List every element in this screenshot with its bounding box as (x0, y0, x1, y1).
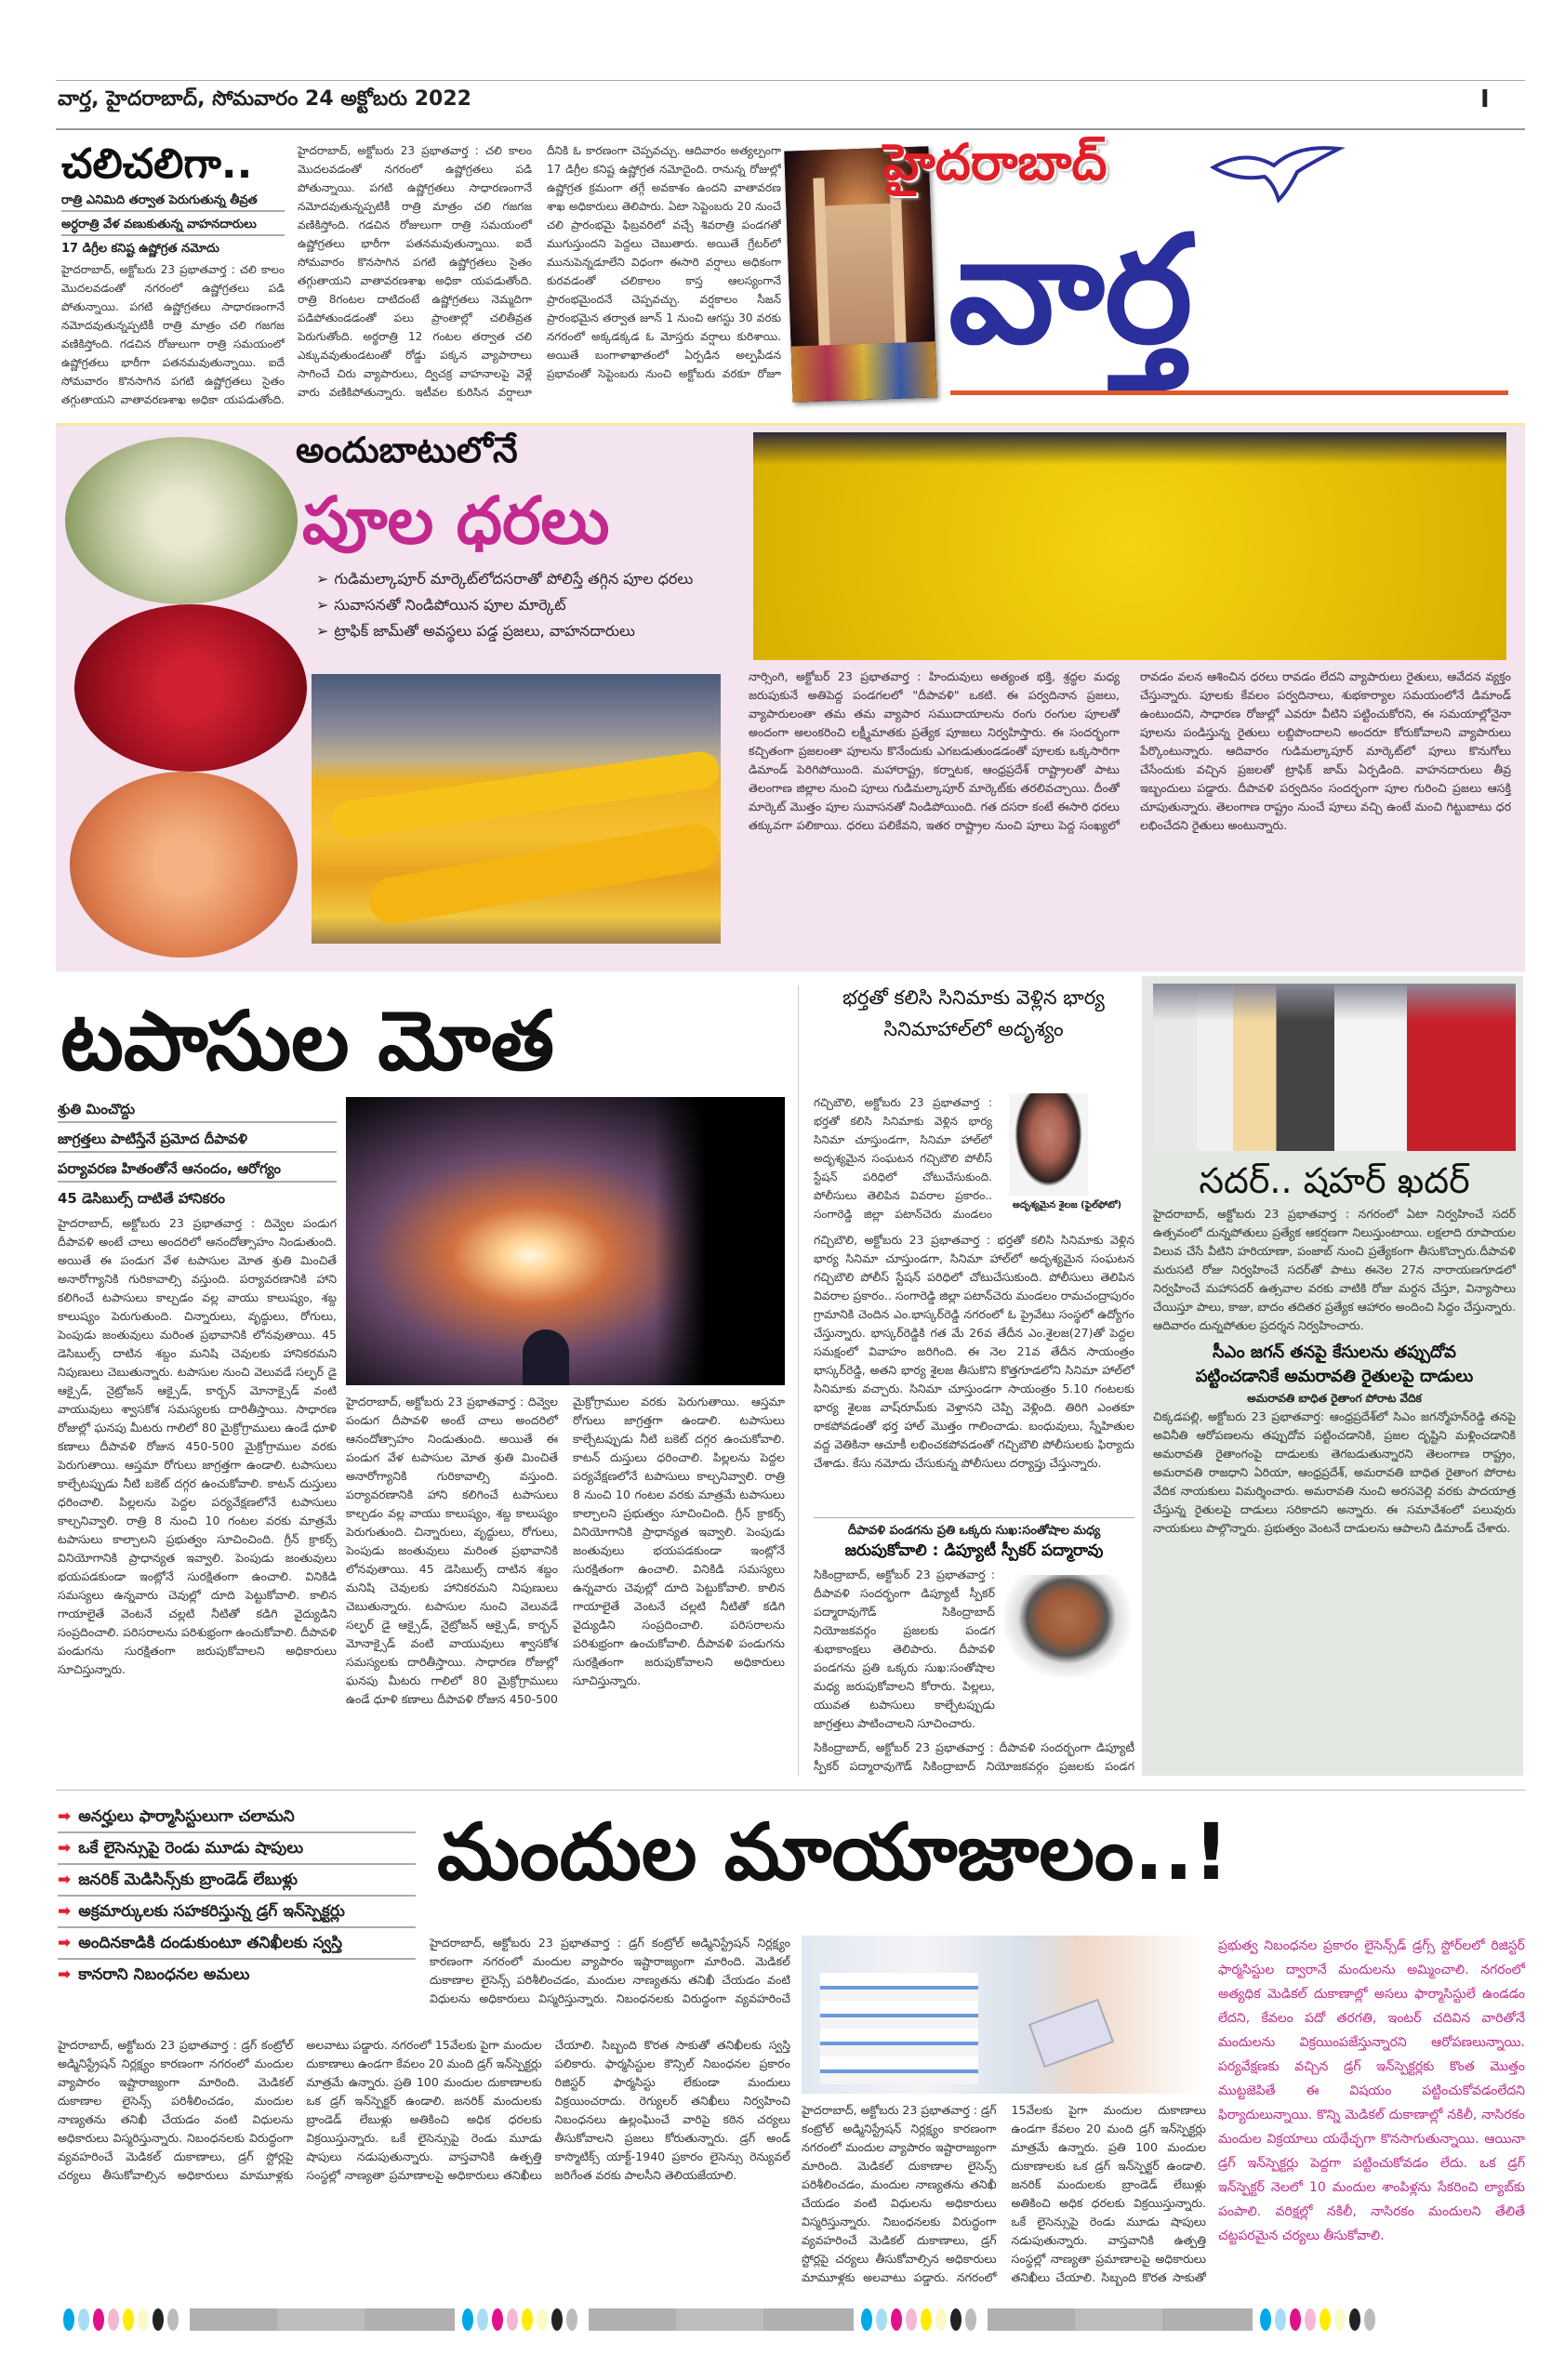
amaravati-kicker: అమరావతి బాధిత రైతాంగ పోరాట వేదిక (1247, 1392, 1422, 1405)
arrow-icon: ➡ (58, 1839, 72, 1858)
cinema-headline: భర్తతో కలిసి సినిమాకు వెళ్లిన భార్య సినిమాహాల్‌లో అదృశ్యం (842, 986, 1105, 1040)
medicine-bullet: ➡ అక్రమార్కులకు సహకరిస్తున్న డ్రగ్ ఇన్‌స్పెక్టర్లు (58, 1897, 416, 1928)
amaravati-headline-2: పట్టించడానికే అమరావతి రైతులపై దాడులు (1195, 1367, 1474, 1386)
padmarao-story (814, 1523, 1134, 1776)
flowers-bullet: ➢ ట్రాఫిక్ జామ్‌తో అవస్థలు పడ్డ ప్రజలు, వాహనదారులు (316, 622, 635, 640)
medicine-headline: మందుల మాయాజాలం..! (437, 1806, 1229, 1897)
medicine-bullet: ➡ అందినకాడికి దండుకుంటూ తనిఖీలకు స్వస్తి (58, 1928, 416, 1960)
cinema-body-top: గచ్చిబౌలి, అక్టోబరు 23 ప్రభాతవార్త : భర్తతో కలిసి సినిమాకు వెళ్లిన భార్య సినిమా చూస్తుండగా, సినిమా హాల్‌లో అదృశ్యమైన సంఘటన గచ్చిబౌలి పోలీస్ స్టేషన్ పరిధిలో చోటుచేసుకుంది. పోలీసులు తెలిపిన వివరాల ప్రకారం.. సంగారెడ్డి జిల్లా పటాన్‌చెరు మండలం (814, 1096, 992, 1221)
flowers-kicker: అందుబాటులోనే (296, 430, 518, 470)
marigold-orange-photo (70, 772, 298, 958)
padmarao-body: సికింద్రాబాద్, అక్టోబర్ 23 ప్రభాతవార్త : దీపావళి సందర్భంగా డిప్యూటీ స్పీకర్ పద్మారావుగౌడ్ సికింద్రాబాద్ నియోజకవర్గం ప్రజలకు పండగ శుభాకాంక్షలు తెలిపారు. దీపావళి పండగను ప్రతి ఒక్కరు సుఖ:సంతోషాల మధ్య జరుపుకోవాలని కోరారు. పిల్లలు, యువత టపాసులు కాల్చేటప్పుడు జాగ్రత్తలు పాటించాలని సూచించారు. (814, 1567, 995, 1730)
crackers-sub-2: జాగ్రత్తలు పాటిస్తేనే ప్రమోద దీపావళి (58, 1127, 337, 1153)
roses-photo (74, 604, 307, 772)
medicine-bullets (58, 1802, 416, 1990)
flowers-body: నార్సింగి, అక్టోబర్ 23 ప్రభాతవార్త : హిందువులు అత్యంత భక్తి, శ్రద్ధల మధ్య జరుపుకునే అతిపెద్ద పండగలలో "దీపావళి" ఒకటి. ఈ పర్వదినాన ప్రజలు, వ్యాపారులంతా తమ తమ వ్యాపార సముదాయాలను రంగు రంగుల పూలతో అందంగా అలంకరించి లక్ష్మీమాతకు ప్రత్యేక పూజలు నిర్వహిస్తారు. ఈ సందర్భంగా కచ్చితంగా ప్రజలంతా పూలను కొనేందుకు ఎగబడుతుండడంతో పూలకు ఒక్కసారిగా డిమాండ్ పెరిగిపోయింది. మహారాష్ట్ర, కర్నాటక, ఆంధ్రప్రదేశ్ రాష్ట్రాలతో పాటు తెలంగాణ జిల్లాల నుంచి పూలు గుడిమల్కాపూర్ మార్కెట్‌కు తరలివచ్చాయి. దీంతో మార్కెట్ మొత్తం పూల సువాసనతో నిండిపోయింది. గత దసరా కంటే ఈసారి ధరలు తక్కువగా పలికాయి. ధరలు పలికేవని, ఇతర రాష్ట్రాల నుంచి పూలు పెద్ద సంఖ్యలో రావడం వలన ఆశించిన ధరలు రావడం లేదని వ్యాపారులు రైతులు, ఆవేదన వ్యక్తం చేస్తున్నారు. పూలకు కేవలం పర్వదినాలు, శుభకార్యాల సమయంలోనే డిమాండ్ ఉంటుందని, సాధారణ రోజుల్లో ఎవరూ వీటిని పట్టించుకోరని, ఈ సమయాల్లోనైనా పూలను పండిస్తున్న రైతులు లబ్దిపొందాలని అందరూ కోరుకోవాలని వ్యాపారులు పేర్కొంటున్నారు. ఆదివారం గుడిమల్కాపూర్ మార్కెట్‌లో పూలు కొనుగోలు చేసేందుకు వచ్చిన ప్రజలతో ట్రాఫిక్ జామ్ ఏర్పడింది. వాహనదారులు తీవ్ర ఇబ్బందులు పడ్డారు. దీపావళి పర్వదినం సందర్భంగా పూల గురించి ప్రజలు ఆసక్తి చూపుతున్నారు. తెలంగాణ రాష్ట్రం నుంచే పూలు వచ్చి ఉంటే మంచి గిట్టుబాటు ధర లభించేదని రైతులు అంటున్నారు. (749, 669, 1511, 832)
arrow-icon: ➡ (58, 1902, 72, 1921)
sadar-headline: సదర్.. షహర్ ఖదర్ (1199, 1160, 1470, 1201)
dateline: వార్త, హైదరాబాద్, సోమవారం 24 అక్టోబరు 2022 (58, 87, 471, 111)
medicine-body-lower: హైదరాబాద్, అక్టోబరు 23 ప్రభాతవార్త : డ్రగ్ కంట్రోల్ అడ్మినిస్ట్రేషన్ నిర్లక్ష్యం కారణంగా నగరంలో మందుల వ్యాపారం ఇష్టారాజ్యంగా మారింది. మెడికల్ దుకాణాల లైసెన్స్ పరిశీలించడం, మందుల నాణ్యతను తనిఖీ చేయడం వంటి విధులను అధికారులు విస్మరిస్తున్నారు. నిబంధనలకు విరుద్ధంగా వ్యవహరించే మెడికల్ దుకాణాలు, డ్రగ్ స్టోర్లపై చర్యలు తీసుకోవాల్సిన అధికారులు మామూళ్లకు అలవాటు పడ్డారు. నగరంలో 15వేలకు పైగా మందుల దుకాణాలు ఉండగా కేవలం 20 మంది డ్రగ్ ఇన్‌స్పెక్టర్లు మాత్రమే ఉన్నారు. ప్రతి 100 మందుల దుకాణాలకు ఒక డ్రగ్ ఇన్‌స్పెక్టర్ ఉండాలి. జనరిక్ మందులకు బ్రాండెడ్ లేబుళ్లు అతికించి అధిక ధరలకు విక్రయిస్తున్నారు. ఒకే లైసెన్సుపై రెండు మూడు షాపులు నడుపుతున్నారు. వాస్తవానికి ఉత్పత్తి సంస్థల్లో నాణ్యతా ప్రమాణాలపై అధికారులు తనిఖీలు చేయాలి. సిబ్బంది కొరత సాకుతో (802, 2103, 1206, 2284)
amaravati-body: చిక్కడపల్లి, అక్టోబరు 23 ప్రభాతవార్త: ఆంధ్రప్రదేశ్‌లో సిఎం జగన్మోహన్‌రెడ్డి తనపై అవినీతి ఆరోపణలను తప్పుదోవ పట్టించడానికి, ప్రజల దృష్టిని మళ్లించడానికి అమరావతి రైతాంగంపై దాడులకు తెగబడుతున్నారని తెలంగాణ రాష్ట్రం, అమరావతి రాజధాని ఏరియా, ఆంధ్రప్రదేశ్, అమరావతి బాధిత రైతాంగ పోరాట వేదిక నాయకులు విమర్శించారు. అమరావతి నుంచి అరసవెల్లి వరకు పాదయాత్ర చేస్తున్న రైతులపై దాడులు సరికాదని అన్నారు. ఈ సమావేశంలో పలువురు నాయకులు పాల్గొన్నారు. ప్రభుత్వం వెంటనే దాడులను ఆపాలని డిమాండ్ చేశారు. (1153, 1409, 1516, 1535)
missing-woman-photo (1009, 1093, 1088, 1196)
logo-name: వార్త (948, 203, 1193, 377)
pharmacy-photo (802, 1936, 1206, 2094)
cold-body: హైదరాబాద్, అక్టోబరు 23 ప్రభాతవార్త : చలి కాలం మొదలవడంతో నగరంలో ఉష్ణోగ్రతలు పడి పోతున్నాయి. పగటి ఉష్ణోగ్రతలు సాధారణంగానే నమోదవుతున్నప్పటికీ రాత్రి మాత్రం చలి గజగజ వణికిస్తోంది. గడచిన రోజులుగా రాత్రి సమయంలో ఉష్ణోగ్రతలు భారీగా పతనమవుతున్నాయి. ఐదే సోమవారం కొనసాగిన పగటి ఉష్ణోగ్రతలు సైతం తగ్గుతాయని వాతావరణశాఖ అధికా యపడుతోంది. (61, 263, 285, 406)
jasmine-photo (65, 437, 298, 604)
flower-market-photo (312, 674, 721, 944)
fireworks-photo (346, 1097, 785, 1385)
crackers-sub-1: శ్రుతి మించొద్దు (58, 1097, 337, 1123)
sadar-buffalo-photo (1153, 984, 1516, 1151)
padmarao-photo (1004, 1575, 1130, 1677)
crackers-body-left: హైదరాబాద్, అక్టోబరు 23 ప్రభాతవార్త : దివ్వెల పండుగ దీపావళి అంటే చాలు అందరిలో ఆనందోత్సాహం నిండుతుంది. అయితే ఈ పండుగ వేళ టపాసుల మోత శ్రుతి మించితే అనారోగ్యానికి గురికావాల్సి వస్తుంది. పర్యావరణానికి హాని కలిగించే టపాసులు కాల్చడం వల్ల వాయు కాలుష్యం, శబ్ద కాలుష్యం పెరుగుతుంది. చిన్నారులు, వృద్ధులు, రోగులు, పెంపుడు జంతువులు మరింత ప్రభావానికి లోనవుతాయి. 45 డెసిబుల్స్ దాటిన శబ్దం మనిషి చెవులకు హానికరమని నిపుణులు చెబుతున్నారు. టపాసుల నుంచి వెలువడే సల్ఫర్ డై ఆక్సైడ్, నైట్రోజన్ ఆక్సైడ్, కార్బన్ మోనాక్సైడ్ వంటి వాయువులు శ్వాసకోశ సమస్యలకు దారితీస్తాయి. సాధారణ రోజుల్లో ఘనపు మీటరు గాలిలో 80 మైక్రోగ్రాములు ఉండే ధూళి కణాలు దీపావళి రోజున 450-500 మైక్రోగ్రాముల వరకు పెరుగుతాయి. ఆస్తమా రోగులు జాగ్రత్తగా ఉండాలి. టపాసులు కాల్చేటప్పుడు నీటి బకెట్ దగ్గర ఉంచుకోవాలి. కాటన్ దుస్తులు ధరించాలి. పిల్లలను పెద్దల పర్యవేక్షణలోనే టపాసులు కాల్చనివ్వాలి. రాత్రి 8 నుంచి 10 గంటల వరకు మాత్రమే టపాసులు కాల్చాలని ప్రభుత్వం సూచించింది. గ్రీన్ క్రాకర్స్ వినియోగానికి ప్రాధాన్యత ఇవ్వాలి. పెంపుడు జంతువులు భయపడకుండా ఇంట్లోనే సురక్షితంగా ఉంచాలి. వినికిడి సమస్యలు ఉన్నవారు చెవుల్లో దూది పెట్టుకోవాలి. కాలిన గాయాలైతే వెంటనే చల్లటి నీటితో కడిగి వైద్యుడిని సంప్రదించాలి. పరిసరాలను పరిశుభ్రంగా ఉంచుకోవాలి. దీపావళి పండుగను సురక్షితంగా జరుపుకోవాలని అధికారులు సూచిస్తున్నారు. (58, 1216, 337, 1676)
crackers-sub-3: పర్యావరణ హితంతోనే ఆనందం, ఆరోగ్యం (58, 1157, 337, 1183)
sadar-body: హైదరాబాద్, అక్టోబరు 23 ప్రభాతవార్త : నగరంలో ఏటా నిర్వహించే సదర్ ఉత్సవంలో దున్నపోతులు ప్రత్యేక ఆకర్షణగా నిలుస్తుంటాయి. లక్షలాది రూపాయల విలువ చేసే వీటిని హరియాణా, పంజాబ్ నుంచి ప్రత్యేకంగా తీసుకొచ్చారు.దీపావళి మరుసటి రోజు నిర్వహించే సదర్‌తో పాటు ఈనెల 27న నారాయణగూడలో నిర్వహించే మహాసదర్ ఉత్సవాల వరకు వాటికి రోజు మర్దన చేస్తూ, విన్యాసాలు చేయిస్తూ పాలు, కాజు, బాదం తదితర ప్రత్యేక ఆహారం అందించి సిద్ధం చేస్తున్నారు. ఆదివారం దున్నపోతుల ప్రదర్శన నిర్వహించారు. (1153, 1207, 1516, 1332)
cold-body-cont: హైదరాబాద్, అక్టోబరు 23 ప్రభాతవార్త : చలి కాలం మొదలవడంతో నగరంలో ఉష్ణోగ్రతలు పడి పోతున్నాయి. పగటి ఉష్ణోగ్రతలు సాధారణంగానే నమోదవుతున్నప్పటికీ రాత్రి మాత్రం చలి గజగజ వణికిస్తోంది. గడచిన రోజులుగా రాత్రి సమయంలో ఉష్ణోగ్రతలు భారీగా పతనమవుతున్నాయి. ఐదే సోమవారం కొనసాగిన పగటి ఉష్ణోగ్రతలు సైతం తగ్గుతాయని వాతావరణశాఖ అధికా యపడుతోంది. రాత్రి 8గంటల దాటిదంటే ఉష్ణోగ్రతలు నెమ్మదిగా పడిపోతుండడంతో పలు ప్రాంతాల్లో చలితీవ్రత పెరుగుతోంది. అర్థరాత్రి 12 గంటల తర్వాత చలి ఎక్కువవుతుండటంతో రోడ్డు పక్కన వ్యాపారాలు సాగించే చిరు వ్యాపారులు, ద్విచక్ర వాహనాలపై వెళ్లే వారు వణికిపోతున్నారు. ఇటీవల కురిసిన వర్షాలూ దీనికి ఓ కారణంగా చెప్పవచ్చు. ఆదివారం అత్యల్పంగా 17 డిగ్రీల కనిష్ట ఉష్ణోగ్రత నమోదైంది. రానున్న రోజుల్లో ఉష్ణోగ్రత క్రమంగా తగ్గే అవకాశం ఉందని వాతావరణ శాఖ అధికారులు తెలిపారు. ఏటా సెప్టెంబరు 20 నుంచే చలి ప్రారంభమై ఫిబ్రవరిలో వచ్చే శివరాత్రి పండగతో ముగుస్తుందని పెద్దలు చెబుతారు. అయితే గ్రేటర్‌లో మునుపెన్నడూలేని విధంగా ఈసారి వర్షాలు అధికంగా కురవడంతో చలికాలం కాస్త ఆలస్యంగానే ప్రారంభమైందనే చెప్పవచ్చు. వర్షకాలం సీజన్ ప్రారంభమైన తర్వాత జూన్ 1 నుంచి ఆగస్టు 30 వరకు నగరంలో అక్కడక్కడ ఓ మోస్తరు వర్షాలు కురిశాయి. అయితే బంగాళాఖాతంలో ఏర్పడిన అల్పపీడన ప్రభావంతో సెప్టెంబరు నుంచి అక్టోబరు వరకూ రోజూ (298, 144, 781, 399)
dove-icon (1209, 139, 1348, 205)
flowers-bullet: ➢ గుడిమల్కాపూర్ మార్కెట్‌లోదసరాతో పోలిస్తే తగ్గిన పూల ధరలు (316, 570, 694, 588)
arrow-icon: ➡ (58, 1807, 72, 1826)
crackers-sub-4: 45 డెసిబుల్స్ దాటితే హానికరం (58, 1190, 225, 1207)
flowers-bullets (316, 569, 749, 647)
padmarao-body-cont: సికింద్రాబాద్, అక్టోబర్ 23 ప్రభాతవార్త : దీపావళి సందర్భంగా డిప్యూటీ స్పీకర్ పద్మారావుగౌడ్ సికింద్రాబాద్ నియోజకవర్గం ప్రజలకు పండగ (814, 1740, 1134, 1773)
flowers-headline: పూల ధరలు (302, 483, 610, 559)
medicine-bullet: ➡ ఒకే లైసెన్సుపై రెండు మూడు షాపులు (58, 1833, 416, 1865)
padmarao-headline: జరుపుకోవాలి : డిప్యూటీ స్పీకర్ పద్మారావు (844, 1541, 1104, 1560)
crackers-body-right: హైదరాబాద్, అక్టోబరు 23 ప్రభాతవార్త : దివ్వెల పండుగ దీపావళి అంటే చాలు అందరిలో ఆనందోత్సాహం నిండుతుంది. అయితే ఈ పండుగ వేళ టపాసుల మోత శ్రుతి మించితే అనారోగ్యానికి గురికావాల్సి వస్తుంది. పర్యావరణానికి హాని కలిగించే టపాసులు కాల్చడం వల్ల వాయు కాలుష్యం, శబ్ద కాలుష్యం పెరుగుతుంది. చిన్నారులు, వృద్ధులు, రోగులు, పెంపుడు జంతువులు మరింత ప్రభావానికి లోనవుతాయి. 45 డెసిబుల్స్ దాటిన శబ్దం మనిషి చెవులకు హానికరమని నిపుణులు చెబుతున్నారు. టపాసుల నుంచి వెలువడే సల్ఫర్ డై ఆక్సైడ్, నైట్రోజన్ ఆక్సైడ్, కార్బన్ మోనాక్సైడ్ వంటి వాయువులు శ్వాసకోశ సమస్యలకు దారితీస్తాయి. సాధారణ రోజుల్లో ఘనపు మీటరు గాలిలో 80 మైక్రోగ్రాములు ఉండే ధూళి కణాలు దీపావళి రోజున 450-500 మైక్రోగ్రాముల వరకు పెరుగుతాయి. ఆస్తమా రోగులు జాగ్రత్తగా ఉండాలి. టపాసులు కాల్చేటప్పుడు నీటి బకెట్ దగ్గర ఉంచుకోవాలి. కాటన్ దుస్తులు ధరించాలి. పిల్లలను పెద్దల పర్యవేక్షణలోనే టపాసులు కాల్చనివ్వాలి. రాత్రి 8 నుంచి 10 గంటల వరకు మాత్రమే టపాసులు కాల్చాలని ప్రభుత్వం సూచించింది. గ్రీన్ క్రాకర్స్ వినియోగానికి ప్రాధాన్యత ఇవ్వాలి. పెంపుడు జంతువులు భయపడకుండా ఇంట్లోనే సురక్షితంగా ఉంచాలి. వినికిడి సమస్యలు ఉన్నవారు చెవుల్లో దూది పెట్టుకోవాలి. కాలిన గాయాలైతే వెంటనే చల్లటి నీటితో కడిగి వైద్యుడిని సంప్రదించాలి. పరిసరాలను పరిశుభ్రంగా ఉంచుకోవాలి. దీపావళి పండుగను సురక్షితంగా జరుపుకోవాలని అధికారులు సూచిస్తున్నారు. (346, 1395, 785, 1706)
medicine-body-upper: హైదరాబాద్, అక్టోబరు 23 ప్రభాతవార్త : డ్రగ్ కంట్రోల్ అడ్మినిస్ట్రేషన్ నిర్లక్ష్యం కారణంగా నగరంలో మందుల వ్యాపారం ఇష్టారాజ్యంగా మారింది. మెడికల్ దుకాణాల లైసెన్స్ పరిశీలించడం, మందుల నాణ్యతను తనిఖీ చేయడం వంటి విధులను అధికారులు విస్మరిస్తున్నారు. నిబంధనలకు విరుద్ధంగా వ్యవహరించే (430, 1936, 790, 2005)
medicine-bullet: ➡ కానరాని నిబంధనల అమలు (58, 1965, 250, 1984)
page-marker: I (1480, 86, 1490, 113)
medicine-bullet: ➡ జనరిక్ మెడిసిన్స్‌కు బ్రాండెడ్ లేబుళ్లు (58, 1865, 416, 1897)
cold-sub-2: అర్ధరాత్రి వేళ వణుకుతున్న వాహనదారులు (61, 216, 285, 236)
crackers-headline: టపాసుల మోత (60, 993, 555, 1089)
crackers-left-column (58, 1097, 337, 1776)
logo-underline (950, 390, 1508, 395)
medicine-bullet: ➡ అనర్హులు ఫార్మాసిస్టులుగా చలామని (58, 1802, 416, 1833)
cold-story (61, 138, 285, 412)
medicine-pink-body: ప్రభుత్వ నిబంధనల ప్రకారం లైసెన్స్‌డ్ డ్రగ్స్ స్టోర్‌లలో రిజిస్టర్ ఫార్మసిస్టుల ద్వారానే మందులను అమ్మించాలి. నగరంలో అత్యధిక మెడికల్ దుకాణాల్లో అసలు ఫార్మాసిస్టులే ఉండడం లేదని, కేవలం పదో తరగతి, ఇంటర్ చదివిన వారితోనే మందులను విక్రయింపజేస్తున్నారని ఆరోపణలున్నాయి. పర్యవేక్షణకు వచ్చిన డ్రగ్ ఇన్‌స్పెక్టర్లకు కొంత మొత్తం ముట్టజెపితే ఈ విషయం పట్టించుకోవడంలేదని ఫిర్యాదులున్నాయి. కొన్ని మెడికల్ దుకాణాల్లో నకిలీ, నాసిరకం మందుల విక్రయాలు యథేచ్ఛగా కొనసాగుతున్నాయి. ఆయినా డ్రగ్ ఇన్‌స్పెక్టర్లు పెద్దగా పట్టించుకోవడం లేదు. ఒక డ్రగ్ ఇన్‌స్పెక్టర్ నెలలో 10 మందుల శాంపిళ్లను సేకరించి ల్యాబ్‌కు పంపాలి. వరిక్షల్లో నకిలీ, నాసిరకం మందులని తేలితే చట్టపరమైన చర్యలు తీసుకోవాలి. (1218, 1938, 1525, 2243)
logo-city: హైదరాబాద్ (883, 133, 1107, 192)
cold-sub-1: రాత్రి ఎనిమిది తర్వాత పెరుగుతున్న తీవ్రత (61, 192, 285, 212)
marigold-heap-photo (753, 432, 1506, 660)
cinema-body: గచ్చిబౌలి, అక్టోబరు 23 ప్రభాతవార్త : భర్తతో కలిసి సినిమాకు వెళ్లిన భార్య సినిమా చూస్తుండగా, సినిమా హాల్‌లో అదృశ్యమైన సంఘటన గచ్చిబౌలి పోలీస్ స్టేషన్ పరిధిలో చోటుచేసుకుంది. పోలీసులు తెలిపిన వివరాల ప్రకారం.. సంగారెడ్డి జిల్లా పటాన్‌చెరు మండలం రామచంద్రాపురం గ్రామానికి చెందిన ఎం.భాస్కర్‌రెడ్డి నగరంలో ఓ ప్రైవేటు సంస్థలో ఉద్యోగం చేస్తున్నారు. భాస్కర్‌రెడ్డికి గత మే 26వ తేదీన ఎం.శైలజ(27)తో పెద్దల సమక్షంలో వివాహం జరిగింది. ఈ నెల 21వ తేదీన సాయంత్రం భాస్కర్‌రెడ్డి, అతని భార్య శైలజ తీసుకొని కొత్తగూడలోని సినిమా హాల్‌లో సినిమాకు వచ్చారు. సినిమా చూస్తుండగా సాయంత్రం 5.10 గంటలకు భార్య శైలజ వాష్‌రూమ్‌కు వెళ్తానని చెప్పి వెళ్లింది. తిరిగి ఎంతకూ రాకపోవడంతో భర్త హాల్ మొత్తం గాలించాడు. బంధువులు, స్నేహితుల వద్ద వెతికినా ఆచూకీ లభించకపోవడంతో గచ్చిబౌలి పోలీసులకు ఫిర్యాదు చేశాడు. కేసు నమోదు చేసుకున్న పోలీసులు దర్యాప్తు చేస్తున్నారు. (814, 1233, 1134, 1470)
cold-headline: చలిచలిగా.. (61, 140, 253, 188)
arrow-icon: ➡ (58, 1934, 72, 1952)
arrow-icon: ➡ (58, 1871, 72, 1889)
medicine-body: హైదరాబాద్, అక్టోబరు 23 ప్రభాతవార్త : డ్రగ్ కంట్రోల్ అడ్మినిస్ట్రేషన్ నిర్లక్ష్యం కారణంగా నగరంలో మందుల వ్యాపారం ఇష్టారాజ్యంగా మారింది. మెడికల్ దుకాణాల లైసెన్స్ పరిశీలించడం, మందుల నాణ్యతను తనిఖీ చేయడం వంటి విధులను అధికారులు విస్మరిస్తున్నారు. నిబంధనలకు విరుద్ధంగా వ్యవహరించే మెడికల్ దుకాణాలు, డ్రగ్ స్టోర్లపై చర్యలు తీసుకోవాల్సిన అధికారులు మామూళ్లకు అలవాటు పడ్డారు. నగరంలో 15వేలకు పైగా మందుల దుకాణాలు ఉండగా కేవలం 20 మంది డ్రగ్ ఇన్‌స్పెక్టర్లు మాత్రమే ఉన్నారు. ప్రతి 100 మందుల దుకాణాలకు ఒక డ్రగ్ ఇన్‌స్పెక్టర్ ఉండాలి. జనరిక్ మందులకు బ్రాండెడ్ లేబుళ్లు అతికించి అధిక ధరలకు విక్రయిస్తున్నారు. ఒకే లైసెన్సుపై రెండు మూడు షాపులు నడుపుతున్నారు. వాస్తవానికి ఉత్పత్తి సంస్థల్లో నాణ్యతా ప్రమాణాలపై అధికారులు తనిఖీలు చేయాలి. సిబ్బంది కొరత సాకుతో తనిఖీలకు స్వస్తి పలికారు. ఫార్మసిస్టుల కౌన్సిల్ నిబంధనల ప్రకారం రిజిస్టర్ ఫార్మసిస్టు లేకుండా మందులు విక్రయించరాదు. రెగ్యులర్ తనిఖీలు నిర్వహించి నిబంధనలు ఉల్లంఘించే వారిపై కఠిన చర్యలు తీసుకోవాలని ప్రజలు కోరుతున్నారు. డ్రగ్ అండ్ కాస్మొటిక్స్ యాక్ట్-1940 ప్రకారం లైసెన్సు రెన్యువల్ జరిగేంత వరకు పాలసీని తెలియజేయాలి. (58, 2038, 790, 2182)
print-color-bar (63, 2308, 1514, 2331)
sadar-amaravati-column (1153, 1157, 1516, 1772)
amaravati-headline-1: సీఎం జగన్ తనపై కేసులను తప్పుదోవ (1213, 1342, 1456, 1362)
padmarao-kicker: దీపావళి పండగను ప్రతి ఒక్కరు సుఖ:సంతోషాల మధ్య (847, 1524, 1101, 1538)
photo-caption: అదృశ్యమైన శైలజ (ఫైల్‌ఫోటో) (1012, 1200, 1122, 1210)
flowers-bullet: ➢ సువాసనతో నిండిపోయిన పూల మార్కెట్ (316, 596, 566, 614)
cold-sub-3: 17 డిగ్రీల కనిష్ట ఉష్ణోగ్రత నమోదు (61, 242, 219, 256)
arrow-icon: ➡ (58, 1965, 72, 1984)
